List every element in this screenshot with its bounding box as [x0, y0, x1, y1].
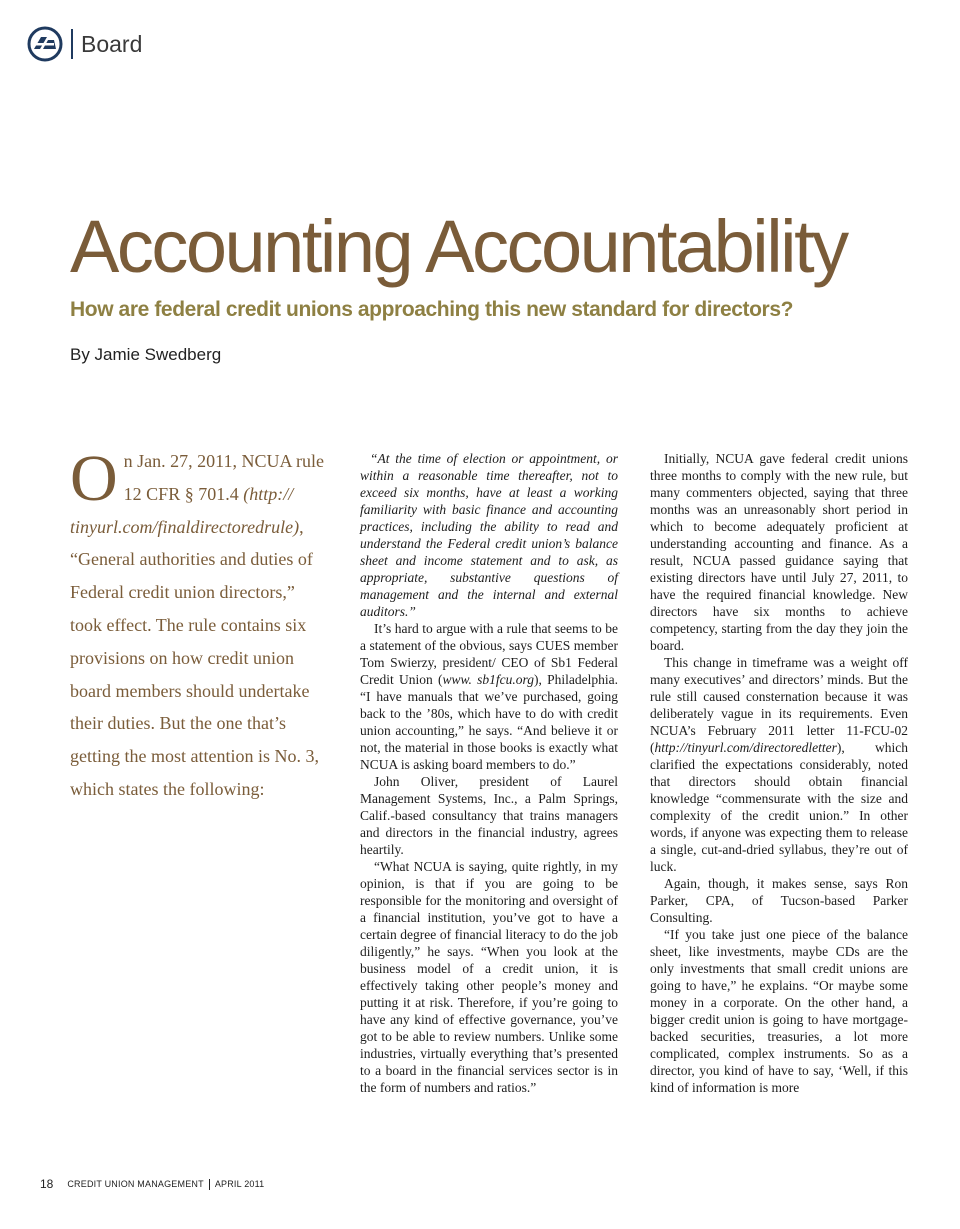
body-paragraph: “If you take just one piece of the balance sheet, like investments, maybe CDs are the only investments that small credit unions are going to have,” he explains. “Or maybe some money in a corporate. On the other hand, a bigger credit union is going to have mortgage-backed securities, treasuries, a lot more complicated, complex instruments. So as a director, you kind of have to say, ‘Well, if this kind of information is more [650, 927, 908, 1095]
body-column-3 [650, 450, 908, 1096]
article-subtitle: How are federal credit unions approaching this new standard for directors? [70, 298, 794, 321]
lead-text-a: n Jan. 27, 2011, NCUA rule 12 CFR § 701.4 [123, 451, 324, 504]
directoredletter-link[interactable]: http://tinyurl.com/directoredletter [654, 740, 837, 755]
body-paragraph [360, 620, 618, 773]
lead-rule-link[interactable]: (http:// tinyurl.com/finaldirectoredrule) [70, 483, 300, 537]
page-footer [40, 1177, 264, 1191]
page-number: 18 [40, 1177, 54, 1191]
byline: By Jamie Swedberg [70, 345, 222, 364]
section-label: Board [81, 30, 143, 57]
publication-name: CREDIT UNION MANAGEMENT [67, 1179, 204, 1189]
header-divider [71, 29, 73, 59]
paragraph-text: This change in timeframe was a weight off many executives’ and directors’ minds. But the rule still caused consternation because it was deliberately vague in its requirements. Even NCUA’s February 2011 letter 11-FCU-02 ( [650, 655, 908, 755]
paragraph-text: It’s hard to argue with a rule that seems to be a statement of the obvious, says CUES member Tom Swierzy, president/ CEO of Sb1 Federal Credit Union ( [360, 621, 618, 687]
rule-quote: “At the time of election or appointment, or within a reasonable time thereafter, not to exceed six months, have at least a working familiarity with basic finance and accounting practices, including the ability to read and understand the Federal credit union’s balance sheet and income statement and to ask, as appropriate, substantive questions of management and the internal and external auditors.” [360, 451, 618, 619]
issue-date: APRIL 2011 [214, 1179, 265, 1189]
article-title: Accounting Accountability [70, 205, 847, 288]
body-paragraph: Again, though, it makes sense, says Ron Parker, CPA, of Tucson-based Parker Consulting. [650, 876, 908, 925]
drop-cap: O [70, 442, 118, 515]
lead-paragraph [70, 442, 325, 806]
page-header [27, 26, 142, 62]
sb1fcu-link[interactable]: www. sb1fcu.org [442, 672, 535, 687]
body-paragraph: John Oliver, president of Laurel Management Systems, Inc., a Palm Springs, Calif.-based consultancy that trains managers and directors in the financial industry, agrees heartily. [360, 774, 618, 857]
cues-logo-icon [27, 26, 63, 62]
body-paragraph: “What NCUA is saying, quite rightly, in my opinion, is that if you are going to be responsible for the monitoring and oversight of a financial institution, you’ve got to have a certain degree of financial literacy to do the job diligently,” he says. “When you look at the business model of a credit union, it is effectively taking other people’s money and putting it at risk. Therefore, if you’re going to have any kind of effective governance, you’ve got to be able to review numbers. Unlike some industries, virtually everything that’s presented to a board in the financial services sector is in the form of numbers and ratios.” [360, 859, 618, 1095]
paragraph-text: ), which clarified the expectations considerably, noted that directors should obtain financial knowledge “commensurate with the size and complexity of the credit union.” In other words, if anyone was expecting them to release a single, cut-and-dried syllabus, they’re out of luck. [650, 740, 908, 874]
footer-divider [209, 1179, 210, 1190]
lead-text-b: , “General authorities and duties of Federal credit union directors,” took effect. The rule contains six provisions on how credit union board members should undertake their duties. But the one that’s getting the most attention is No. 3, which states the following: [70, 516, 319, 799]
body-paragraph: Initially, NCUA gave federal credit unions three months to comply with the new rule, but many commenters objected, saying that three months was an unreasonably short period in which to become adequately proficient at understanding accounting and finance. As a result, NCUA passed guidance saying that existing directors have until July 27, 2011, to have the required financial knowledge. New directors have six months to achieve competency, starting from the day they join the board. [650, 451, 908, 653]
paragraph-text: ), Philadelphia. “I have manuals that we’ve purchased, going back to the ’80s, which have to do with credit union accounting,” he says. “And believe it or not, the material in those books is exactly what NCUA is asking board members to do.” [360, 672, 618, 772]
body-column-2 [360, 450, 618, 1096]
body-paragraph [650, 654, 908, 875]
